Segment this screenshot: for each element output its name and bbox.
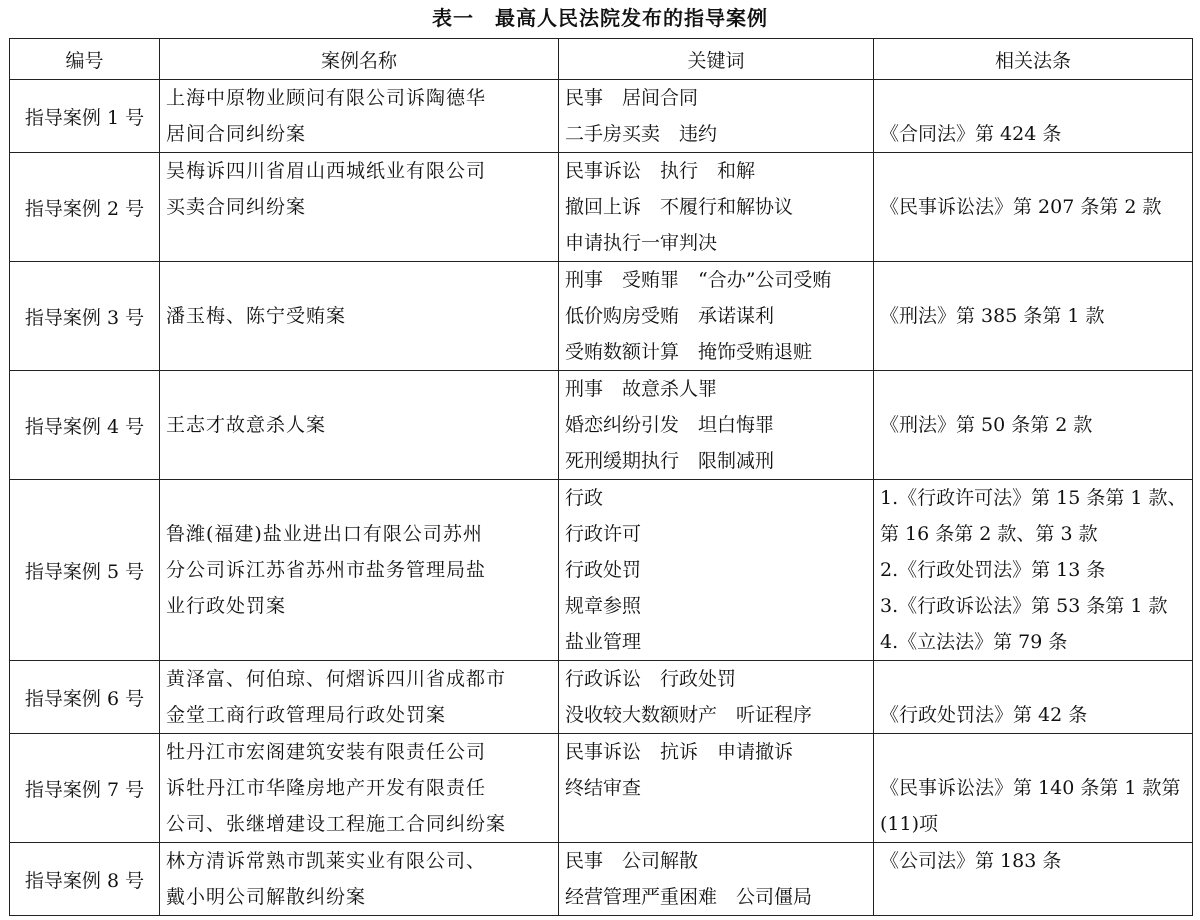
keywords — [559, 734, 874, 843]
header-row — [10, 39, 1193, 80]
law-line: 《公司法》第 183 条 — [880, 850, 1062, 872]
case-name-line: 分公司诉江苏省苏州市盐务管理局盐 — [166, 559, 487, 581]
law-line — [880, 879, 1186, 915]
keywords — [559, 262, 874, 371]
keyword-line: 没收较大数额财产 听证程序 — [565, 704, 813, 726]
header-related-law: 相关法条 — [874, 39, 1193, 80]
case-name — [160, 153, 559, 262]
case-number: 指导案例 1 号 — [10, 80, 160, 153]
related-law — [874, 480, 1193, 661]
keyword-line: 民事 居间合同 — [565, 87, 699, 109]
case-number: 指导案例 8 号 — [10, 843, 160, 916]
guiding-cases-table — [9, 38, 1193, 916]
law-line: 4.《立法法》第 79 条 — [880, 631, 1068, 653]
law-line: 《刑法》第 385 条第 1 款 — [880, 305, 1105, 327]
related-law — [874, 153, 1193, 262]
keywords — [559, 480, 874, 661]
law-line: 《民事诉讼法》第 140 条第 1 款第 — [880, 777, 1181, 799]
keyword-line: 终结审查 — [565, 777, 642, 799]
law-line: (11)项 — [880, 813, 939, 835]
case-name-line: 上海中原物业顾问有限公司诉陶德华 — [166, 87, 487, 109]
law-line — [880, 225, 1186, 261]
law-line — [880, 661, 1186, 697]
case-name-line: 吴梅诉四川省眉山西城纸业有限公司 — [166, 160, 487, 182]
keyword-line: 民事诉讼 抗诉 申请撤诉 — [565, 741, 794, 763]
case-name-line: 鲁潍(福建)盐业进出口有限公司苏州 — [166, 523, 483, 545]
keyword-line: 申请执行一审判决 — [565, 232, 718, 254]
keyword-line: 婚恋纠纷引发 坦白悔罪 — [565, 414, 775, 436]
law-line — [880, 262, 1186, 298]
table-title: 表一 最高人民法院发布的指导案例 — [432, 6, 768, 30]
keyword-line: 死刑缓期执行 限制减刑 — [565, 450, 775, 472]
case-name-line: 林方清诉常熟市凯莱实业有限公司、 — [166, 850, 487, 872]
law-line: 《合同法》第 424 条 — [880, 123, 1062, 145]
case-name-line: 黄泽富、何伯琼、何熠诉四川省成都市 — [166, 668, 507, 690]
keyword-line: 受贿数额计算 掩饰受贿退赃 — [565, 341, 813, 363]
case-name — [160, 480, 559, 661]
law-line: 《刑法》第 50 条第 2 款 — [880, 414, 1093, 436]
case-name — [160, 262, 559, 371]
keyword-line: 低价购房受贿 承诺谋利 — [565, 305, 775, 327]
keyword-line: 盐业管理 — [565, 631, 642, 653]
keyword-line: 行政处罚 — [565, 559, 642, 581]
case-name-line — [166, 480, 552, 516]
case-name-line: 公司、张继增建设工程施工合同纠纷案 — [166, 813, 507, 835]
case-name — [160, 734, 559, 843]
keyword-line: 刑事 受贿罪 “合办”公司受贿 — [565, 269, 832, 291]
table-row — [10, 153, 1193, 262]
case-number: 指导案例 5 号 — [10, 480, 160, 661]
law-line: 《民事诉讼法》第 207 条第 2 款 — [880, 196, 1162, 218]
keyword-line: 民事 公司解散 — [565, 850, 699, 872]
keyword-line: 二手房买卖 违约 — [565, 123, 718, 145]
related-law — [874, 843, 1193, 916]
keywords — [559, 843, 874, 916]
keywords — [559, 661, 874, 734]
law-line — [880, 734, 1186, 770]
table-row — [10, 661, 1193, 734]
case-name — [160, 843, 559, 916]
law-line — [880, 80, 1186, 116]
case-name-line: 金堂工商行政管理局行政处罚案 — [166, 704, 447, 726]
case-name-line — [166, 443, 552, 479]
related-law — [874, 734, 1193, 843]
law-line: 《行政处罚法》第 42 条 — [880, 704, 1088, 726]
table-row — [10, 843, 1193, 916]
case-name-line — [166, 225, 552, 261]
law-line: 3.《行政诉讼法》第 53 条第 1 款 — [880, 595, 1168, 617]
related-law — [874, 80, 1193, 153]
keyword-line: 刑事 故意杀人罪 — [565, 378, 718, 400]
case-name-line — [166, 371, 552, 407]
keyword-line: 撤回上诉 不履行和解协议 — [565, 196, 794, 218]
case-name-line: 潘玉梅、陈宁受贿案 — [166, 305, 347, 327]
case-name — [160, 80, 559, 153]
table-row — [10, 80, 1193, 153]
case-number: 指导案例 6 号 — [10, 661, 160, 734]
case-name-line — [166, 262, 552, 298]
keywords — [559, 80, 874, 153]
case-number: 指导案例 2 号 — [10, 153, 160, 262]
case-name-line: 买卖合同纠纷案 — [166, 196, 307, 218]
law-line: 1.《行政许可法》第 15 条第 1 款、 — [880, 487, 1187, 509]
table-row — [10, 371, 1193, 480]
law-line: 第 16 条第 2 款、第 3 款 — [880, 523, 1098, 545]
case-name-line — [166, 334, 552, 370]
keywords — [559, 371, 874, 480]
case-name-line: 业行政处罚案 — [166, 595, 287, 617]
case-number: 指导案例 4 号 — [10, 371, 160, 480]
law-line — [880, 443, 1186, 479]
case-name-line: 王志才故意杀人案 — [166, 414, 327, 436]
header-keywords: 关键词 — [559, 39, 874, 80]
keyword-line: 规章参照 — [565, 595, 642, 617]
case-number: 指导案例 7 号 — [10, 734, 160, 843]
keyword-line: 行政 — [565, 487, 604, 509]
law-line — [880, 371, 1186, 407]
keyword-line: 民事诉讼 执行 和解 — [565, 160, 756, 182]
header-case-name: 案例名称 — [160, 39, 559, 80]
table-row — [10, 262, 1193, 371]
keyword-line — [565, 806, 867, 842]
related-law — [874, 371, 1193, 480]
related-law — [874, 661, 1193, 734]
law-line: 2.《行政处罚法》第 13 条 — [880, 559, 1106, 581]
case-name-line: 诉牡丹江市华隆房地产开发有限责任 — [166, 777, 487, 799]
keyword-line: 经营管理严重困难 公司僵局 — [565, 886, 813, 908]
keywords — [559, 153, 874, 262]
case-number: 指导案例 3 号 — [10, 262, 160, 371]
case-name-line: 牡丹江市宏阁建筑安装有限责任公司 — [166, 741, 487, 763]
case-name-line: 居间合同纠纷案 — [166, 123, 307, 145]
case-name — [160, 661, 559, 734]
table-row — [10, 734, 1193, 843]
law-line — [880, 334, 1186, 370]
keyword-line: 行政诉讼 行政处罚 — [565, 668, 737, 690]
related-law — [874, 262, 1193, 371]
case-name — [160, 371, 559, 480]
case-name-line: 戴小明公司解散纠纷案 — [166, 886, 367, 908]
keyword-line: 行政许可 — [565, 523, 642, 545]
case-name-line — [166, 624, 552, 660]
header-number: 编号 — [10, 39, 160, 80]
law-line — [880, 153, 1186, 189]
table-row — [10, 480, 1193, 661]
